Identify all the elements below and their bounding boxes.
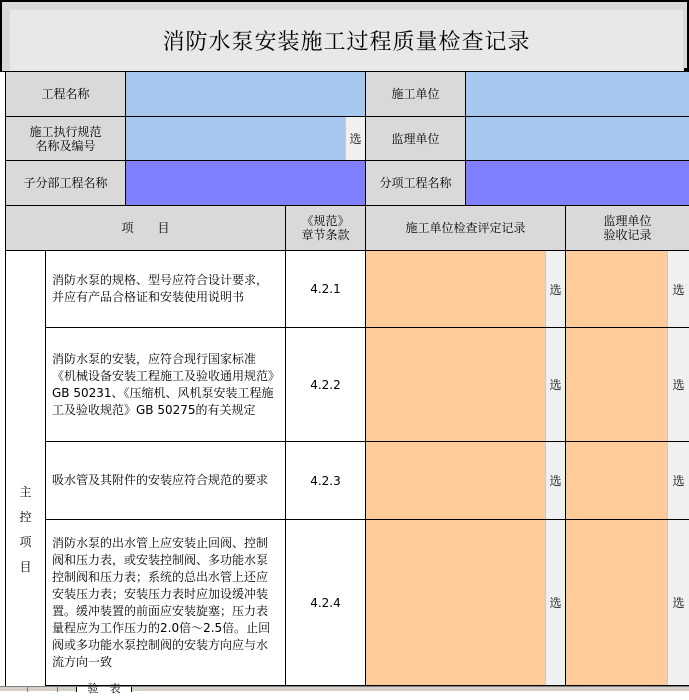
row-3-clause: 4.2.3	[286, 442, 366, 520]
row-1-construction-select-button[interactable]: 选	[545, 251, 565, 327]
row-4-supervision-select-button[interactable]: 选	[667, 520, 689, 685]
row-3-construction-record[interactable]	[366, 442, 566, 520]
group-label-main-control	[6, 251, 46, 691]
column-header-item: 项 目	[6, 206, 286, 251]
row-1-construction-record[interactable]	[366, 251, 566, 328]
project-name-label: 工程名称	[6, 72, 126, 117]
title-bar	[0, 0, 689, 72]
sheet-nav-first-button[interactable]	[14, 687, 28, 692]
sheet-tab-label: 验 表	[87, 682, 121, 695]
column-header-supervision-record: 监理单位验收记录	[566, 206, 689, 251]
row-2-construction-select-button[interactable]: 选	[545, 328, 565, 441]
spec-select-button[interactable]: 选	[345, 117, 365, 160]
spec-label: 施工执行规范名称及编号	[6, 117, 126, 161]
row-4-construction-select-button[interactable]: 选	[545, 520, 565, 685]
row-1-item-text: 消防水泵的规格、型号应符合设计要求，并应有产品合格证和安装使用说明书	[46, 251, 286, 328]
row-1-supervision-select-button[interactable]: 选	[667, 251, 689, 327]
row-4-supervision-record[interactable]	[566, 520, 689, 686]
sub-project-input[interactable]	[126, 161, 366, 206]
sheet-tab-active[interactable]	[76, 682, 132, 695]
sheet-tab-bar	[0, 682, 689, 695]
column-header-construction-record: 施工单位检查评定记录	[366, 206, 566, 251]
group-label-text: 主 控 项 目	[19, 485, 32, 574]
item-project-input[interactable]	[466, 161, 689, 206]
page-title: 消防水泵安装施工过程质量检查记录	[162, 30, 531, 55]
project-name-input[interactable]	[126, 72, 366, 117]
row-4-clause: 4.2.4	[286, 520, 366, 686]
row-3-supervision-record[interactable]	[566, 442, 689, 520]
construction-unit-label: 施工单位	[366, 72, 466, 117]
sub-project-label: 子分部工程名称	[6, 161, 126, 206]
row-4-construction-record[interactable]	[366, 520, 566, 686]
spec-input[interactable]	[126, 117, 366, 161]
row-1-supervision-record[interactable]	[566, 251, 689, 328]
title-inner	[10, 10, 683, 71]
row-2-construction-record[interactable]	[366, 328, 566, 442]
row-3-construction-select-button[interactable]: 选	[545, 442, 565, 519]
row-4-item-text: 消防水泵的出水管上应安装止回阀、控制阀和压力表，或安装控制阀、多功能水泵控制阀和压力表；系统的总出水管上还应安装压力表；安装压力表时应加设缓冲装置。缓冲装置的前面应安装旋塞；压力表量程应为工作压力的2.0倍～2.5倍。止回阀或多功能水泵控制阀的安装方向应与水流方向一致	[46, 520, 286, 686]
sheet-nav-prev-button[interactable]	[44, 687, 58, 692]
supervision-unit-label: 监理单位	[366, 117, 466, 161]
item-project-label: 分项工程名称	[366, 161, 466, 206]
row-3-item-text: 吸水管及其附件的安装应符合规范的要求	[46, 442, 286, 520]
row-1-clause: 4.2.1	[286, 251, 366, 328]
row-2-clause: 4.2.2	[286, 328, 366, 442]
row-2-supervision-select-button[interactable]: 选	[667, 328, 689, 441]
column-header-spec-clause: 《规范》章节条款	[286, 206, 366, 251]
supervision-unit-input[interactable]	[466, 117, 689, 161]
row-3-supervision-select-button[interactable]: 选	[667, 442, 689, 519]
row-2-item-text: 消防水泵的安装，应符合现行国家标准《机械设备安装工程施工及验收通用规范》GB 50231、《压缩机、风机泵安装工程施工及验收规范》GB 50275的有关规定	[46, 328, 286, 442]
construction-unit-input[interactable]	[466, 72, 689, 117]
row-2-supervision-record[interactable]	[566, 328, 689, 442]
